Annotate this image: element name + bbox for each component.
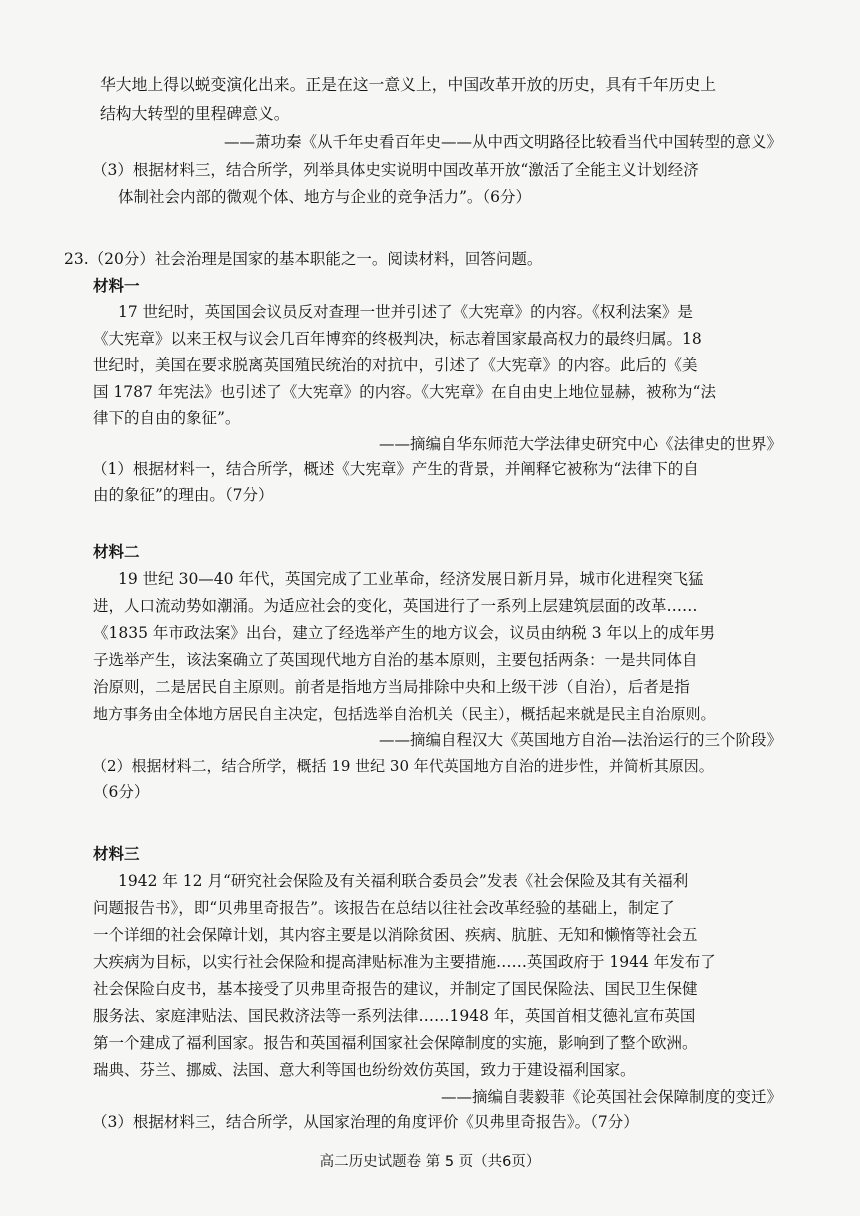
source-citation: ——摘编自华东师范大学法律史研究中心《法律史的世界》 [378, 435, 782, 453]
question-text: （6分） [93, 783, 150, 801]
material-line: 问题报告书》，即“贝弗里奇报告”。该报告在总结以往社会改革经验的基础上，制定了 [93, 899, 675, 917]
material-line: 子选举产生，该法案确立了英国现代地方自治的基本原则，主要包括两条：一是共同体自 [93, 651, 698, 669]
source-citation: ——摘编自程汉大《英国地方自治—法治运行的三个阶段》 [378, 731, 782, 749]
material-line: 19 世纪 30—40 年代，英国完成了工业革命，经济发展日新月异，城市化进程突飞猛 [118, 570, 704, 588]
question-text: （2）根据材料二，结合所学，概括 19 世纪 30 年代英国地方自治的进步性，并简析其原因。 [92, 757, 714, 775]
question-text: （1）根据材料一，结合所学，概述《大宪章》产生的背景，并阐释它被称为“法律下的自 [92, 460, 699, 478]
question-text: 由的象征”的理由。（7分） [93, 486, 274, 504]
material-line: 17 世纪时，英国国会议员反对查理一世并引述了《大宪章》的内容。《权利法案》是 [118, 303, 693, 321]
material-line: 服务法、家庭津贴法、国民救济法等一系列法律……1948 年，英国首相艾德礼宣布英国 [93, 1007, 696, 1025]
question-text: （3）根据材料三，结合所学，列举具体史实说明中国改革开放“激活了全能主义计划经济 [92, 161, 699, 179]
material-line: 地方事务由全体地方居民自主决定，包括选举自治机关（民主），概括起来就是民主自治原则。 [93, 705, 716, 723]
question-heading: 23.（20分）社会治理是国家的基本职能之一。阅读材料，回答问题。 [64, 250, 543, 268]
source-citation: ——萧功秦《从千年史看百年史——从中西文明路径比较看当代中国转型的意义》 [223, 133, 782, 151]
material-line: 《1835 年市政法案》出台，建立了经选举产生的地方议会，议员由纳税 3 年以上的成年男 [93, 624, 716, 642]
material-title: 材料一 [93, 276, 140, 295]
material-line: 瑞典、芬兰、挪威、法国、意大利等国也纷纷效仿英国，致力于建设福利国家。 [93, 1061, 636, 1079]
material-line: 《大宪章》以来王权与议会几百年博弈的终极判决，标志着国家最高权力的最终归属。18 [93, 330, 702, 348]
material-line: 第一个建成了福利国家。报告和英国福利国家社会保障制度的实施，影响到了整个欧洲。 [93, 1034, 698, 1052]
material-line: 律下的自由的象征”。 [93, 409, 241, 427]
question-text: 体制社会内部的微观个体、地方与企业的竞争活力”。（6分） [118, 188, 532, 206]
material-line: 1942 年 12 月“研究社会保险及有关福利联合委员会”发表《社会保险及其有关福利 [118, 872, 689, 890]
material-line: 国 1787 年宪法》也引述了《大宪章》的内容。《大宪章》在自由史上地位显赫，被称为“法 [93, 383, 716, 401]
material-line: 社会保险白皮书，基本接受了贝弗里奇报告的建议，并制定了国民保险法、国民卫生保健 [93, 980, 698, 998]
passage-line: 华大地上得以蜕变演化出来。正是在这一意义上，中国改革开放的历史，具有千年历史上 [100, 75, 717, 94]
question-text: （3）根据材料三，结合所学，从国家治理的角度评价《贝弗里奇报告》。（7分） [92, 1113, 639, 1131]
material-line: 进，人口流动势如潮涌。为适应社会的变化，英国进行了一系列上层建筑层面的改革…… [93, 597, 698, 615]
source-citation: ——摘编自裴毅菲《论英国社会保障制度的变迁》 [440, 1088, 782, 1106]
material-title: 材料三 [93, 844, 140, 863]
material-line: 大疾病为目标，以实行社会保险和提高津贴标准为主要措施……英国政府于 1944 年发布了 [93, 953, 716, 971]
material-line: 治原则，二是居民自主原则。前者是指地方当局排除中央和上级干涉（自治），后者是指 [93, 678, 690, 696]
page-footer: 高二历史试题卷 第 5 页（共6页） [319, 1154, 541, 1170]
material-line: 一个详细的社会保障计划，其内容主要是以消除贫困、疾病、肮脏、无知和懒惰等社会五 [93, 926, 698, 944]
material-title: 材料二 [93, 542, 140, 561]
passage-line: 结构大转型的里程碑意义。 [100, 104, 290, 123]
material-line: 世纪时，美国在要求脱离英国殖民统治的对抗中，引述了《大宪章》的内容。此后的《美 [93, 356, 698, 374]
